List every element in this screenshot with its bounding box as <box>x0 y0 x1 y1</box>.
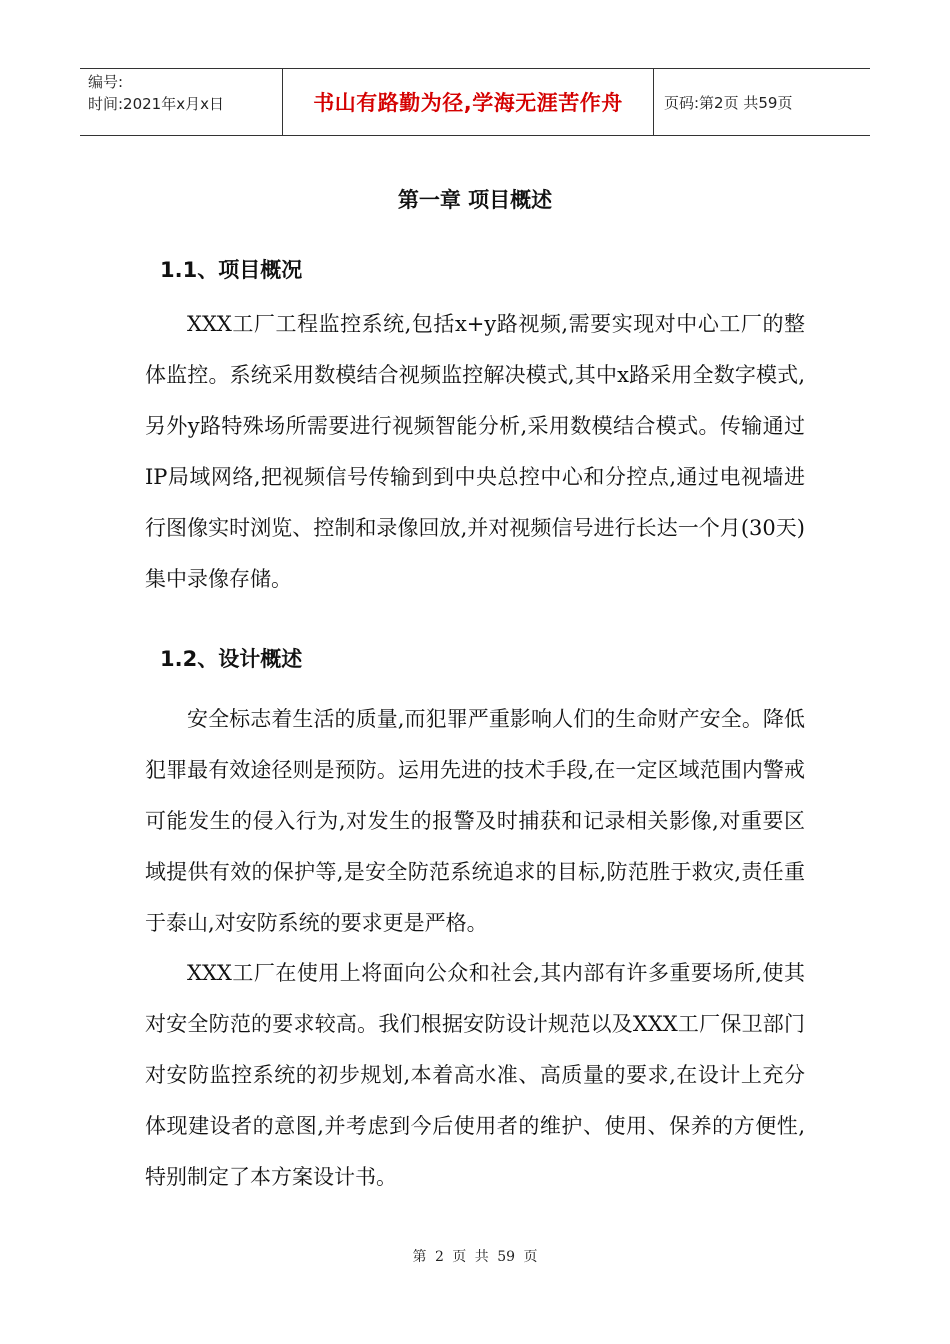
document-number-label: 编号: <box>88 73 124 91</box>
section-1-2-paragraph-2: XXX工厂在使用上将面向公众和社会,其内部有许多重要场所,使其对安全防范的要求较高。我们根据安防设计规范以及XXX工厂保卫部门对安防监控系统的初步规划,本着高水准、高质量的要求,在设计上充分体现建设者的意图,并考虑到今后使用者的维护、使用、保养的方便性,特别制定了本方案设计书。 <box>145 961 805 1189</box>
document-header <box>80 68 870 136</box>
section-heading-1-1: 1.1、项目概况 <box>160 258 303 282</box>
header-page-info: 页码:第2页 共59页 <box>664 93 793 112</box>
section-heading-1-2: 1.2、设计概述 <box>160 647 303 671</box>
section-1-1-paragraph: XXX工厂工程监控系统,包括x+y路视频,需要实现对中心工厂的整体监控。系统采用数模结合视频监控解决模式,其中x路采用全数字模式,另外y路特殊场所需要进行视频智能分析,采用数模结合模式。传输通过IP局域网络,把视频信号传输到到中央总控中心和分控点,通过电视墙进行图像实时浏览、控制和录像回放,并对视频信号进行长达一个月(30天)集中录像存储。 <box>145 312 805 591</box>
header-motto: 书山有路勤为径,学海无涯苦作舟 <box>313 91 623 115</box>
header-meta <box>80 69 282 135</box>
chapter-title: 第一章 项目概述 <box>397 188 553 212</box>
document-date-label: 时间:2021年x月x日 <box>88 95 224 113</box>
header-motto-cell <box>282 69 654 135</box>
section-1-2-paragraph-1: 安全标志着生活的质量,而犯罪严重影响人们的生命财产安全。降低犯罪最有效途径则是预防。运用先进的技术手段,在一定区域范围内警戒可能发生的侵入行为,对发生的报警及时捕获和记录相关影像,对重要区域提供有效的保护等,是安全防范系统追求的目标,防范胜于救灾,责任重于泰山,对安防系统的要求更是严格。 <box>145 707 805 935</box>
page-footer: 第 2 页 共 59 页 <box>412 1249 538 1265</box>
